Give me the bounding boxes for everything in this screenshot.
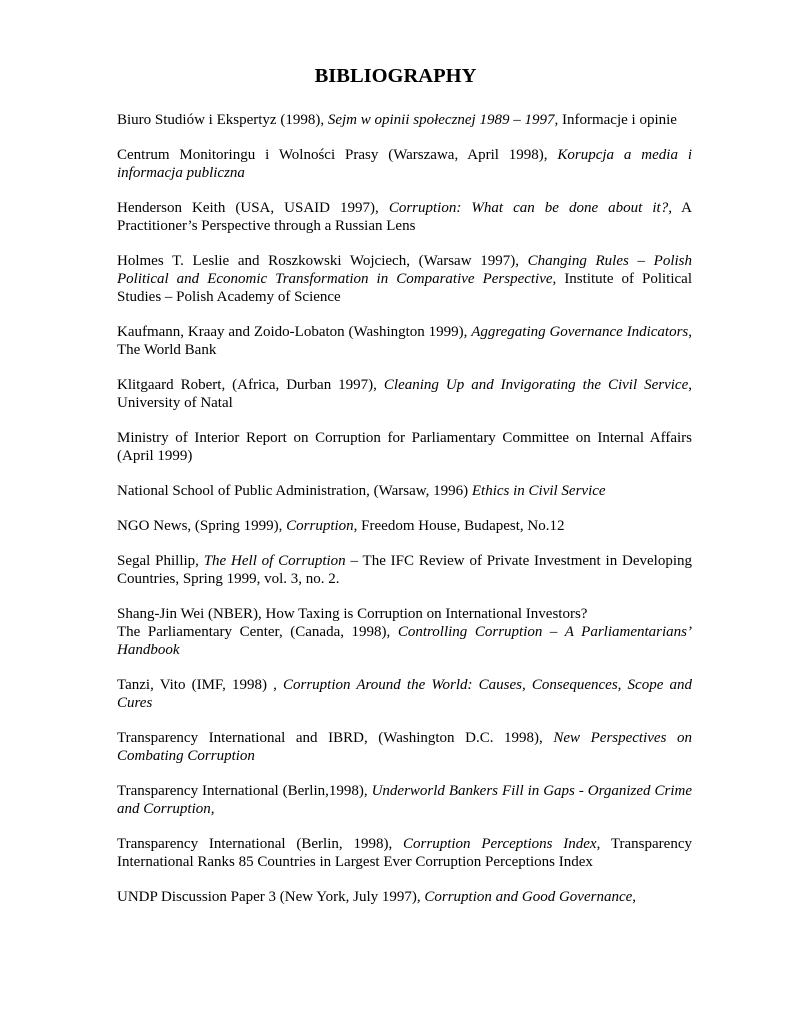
bibliography-entry <box>117 323 692 359</box>
bibliography-entry <box>117 111 692 129</box>
bibliography-entry <box>117 623 692 659</box>
bibliography-entry <box>117 482 692 500</box>
entry-text: Klitgaard Robert, (Africa, Durban 1997), <box>117 377 384 393</box>
entry-text: Kaufmann, Kraay and Zoido-Lobaton (Washington 1999), <box>117 324 472 340</box>
entry-title-text: Ethics in Civil Service <box>471 483 606 499</box>
entry-text: , <box>632 889 637 905</box>
page-title: BIBLIOGRAPHY <box>314 65 477 87</box>
entry-text: , Freedom House, Budapest, No.12 <box>353 518 565 534</box>
entry-text: , University of Natal <box>117 377 692 411</box>
entry-title-text: Corruption and Good Governance <box>424 889 633 905</box>
entry-title-text: Corruption Perceptions Index <box>403 836 597 852</box>
entry-text: National School of Public Administration, (Warsaw, 1996) <box>117 483 472 499</box>
entry-title-text: Underworld Bankers Fill in Gaps - Organized Crime and Corruption, <box>117 783 693 817</box>
entry-text: Transparency International and IBRD, (Washington D.C. 1998), <box>117 730 554 746</box>
bibliography-entry <box>117 835 692 871</box>
bibliography-entry <box>117 782 692 818</box>
entry-title-text: Korupcja a media i informacja publiczna <box>117 147 692 181</box>
entry-text: Centrum Monitoringu i Wolności Prasy (Warszawa, April 1998), <box>117 147 558 163</box>
entry-text: Biuro Studiów i Ekspertyz (1998), <box>117 112 328 128</box>
entry-title-text: The Hell of Corruption <box>203 553 346 569</box>
bibliography-entry <box>117 429 692 465</box>
bibliography-entry <box>117 376 692 412</box>
bibliography-entry <box>117 729 692 765</box>
entry-text: NGO News, (Spring 1999), <box>117 518 287 534</box>
bibliography-list <box>117 111 692 923</box>
entry-text: Henderson Keith (USA, USAID 1997), <box>117 200 389 216</box>
bibliography-entry <box>117 199 692 235</box>
entry-text: The Parliamentary Center, (Canada, 1998), <box>117 624 398 640</box>
bibliography-entry <box>117 888 692 906</box>
entry-title-text: Cleaning Up and Invigorating the Civil Service <box>383 377 689 393</box>
entry-text: Holmes T. Leslie and Roszkowski Wojciech, (Warsaw 1997), <box>117 253 528 269</box>
entry-text: , Institute of Political Studies – Polish Academy of Science <box>117 271 692 305</box>
entry-title-text: Sejm w opinii społecznej 1989 – 1997 <box>327 112 555 128</box>
entry-text: Transparency International (Berlin,1998), <box>117 783 372 799</box>
bibliography-entry <box>117 517 692 535</box>
entry-text: , The World Bank <box>117 324 692 358</box>
entry-text: – The IFC Review of Private Investment in Developing Countries, Spring 1999, vol. 3, no. 2. <box>117 553 692 587</box>
bibliography-entry <box>117 146 692 182</box>
entry-text: Tanzi, Vito (IMF, 1998) , <box>117 677 283 693</box>
entry-text: Segal Phillip, <box>117 553 204 569</box>
entry-title-text: Controlling Corruption – A Parliamentarians’ Handbook <box>117 624 692 658</box>
entry-text: , Transparency International Ranks 85 Countries in Largest Ever Corruption Perceptions Index <box>117 836 692 870</box>
entry-text: UNDP Discussion Paper 3 (New York, July 1997), <box>117 889 425 905</box>
entry-title-text: Aggregating Governance Indicators <box>471 324 689 340</box>
entry-title-text: Corruption Around the World: Causes, Consequences, Scope and Cures <box>117 677 693 711</box>
entry-text: Transparency International (Berlin, 1998), <box>117 836 404 852</box>
entry-text: Shang-Jin Wei (NBER), How Taxing is Corruption on International Investors? <box>117 606 588 622</box>
entry-title-text: Corruption <box>286 518 354 534</box>
bibliography-entry <box>117 552 692 588</box>
entry-text: , Informacje i opinie <box>554 112 677 128</box>
entry-title-text: Corruption: What can be done about it?, <box>388 200 672 216</box>
entry-title-text: Changing Rules – Polish Political and Economic Transformation in Comparative Perspective <box>117 253 692 287</box>
entry-text: Ministry of Interior Report on Corruption for Parliamentary Committee on Internal Affairs (April 1999) <box>117 430 692 464</box>
entry-text: A Practitioner’s Perspective through a Russian Lens <box>117 200 692 234</box>
bibliography-entry <box>117 252 692 306</box>
entry-title-text: New Perspectives on Combating Corruption <box>117 730 692 764</box>
bibliography-entry <box>117 605 692 623</box>
bibliography-entry <box>117 676 692 712</box>
